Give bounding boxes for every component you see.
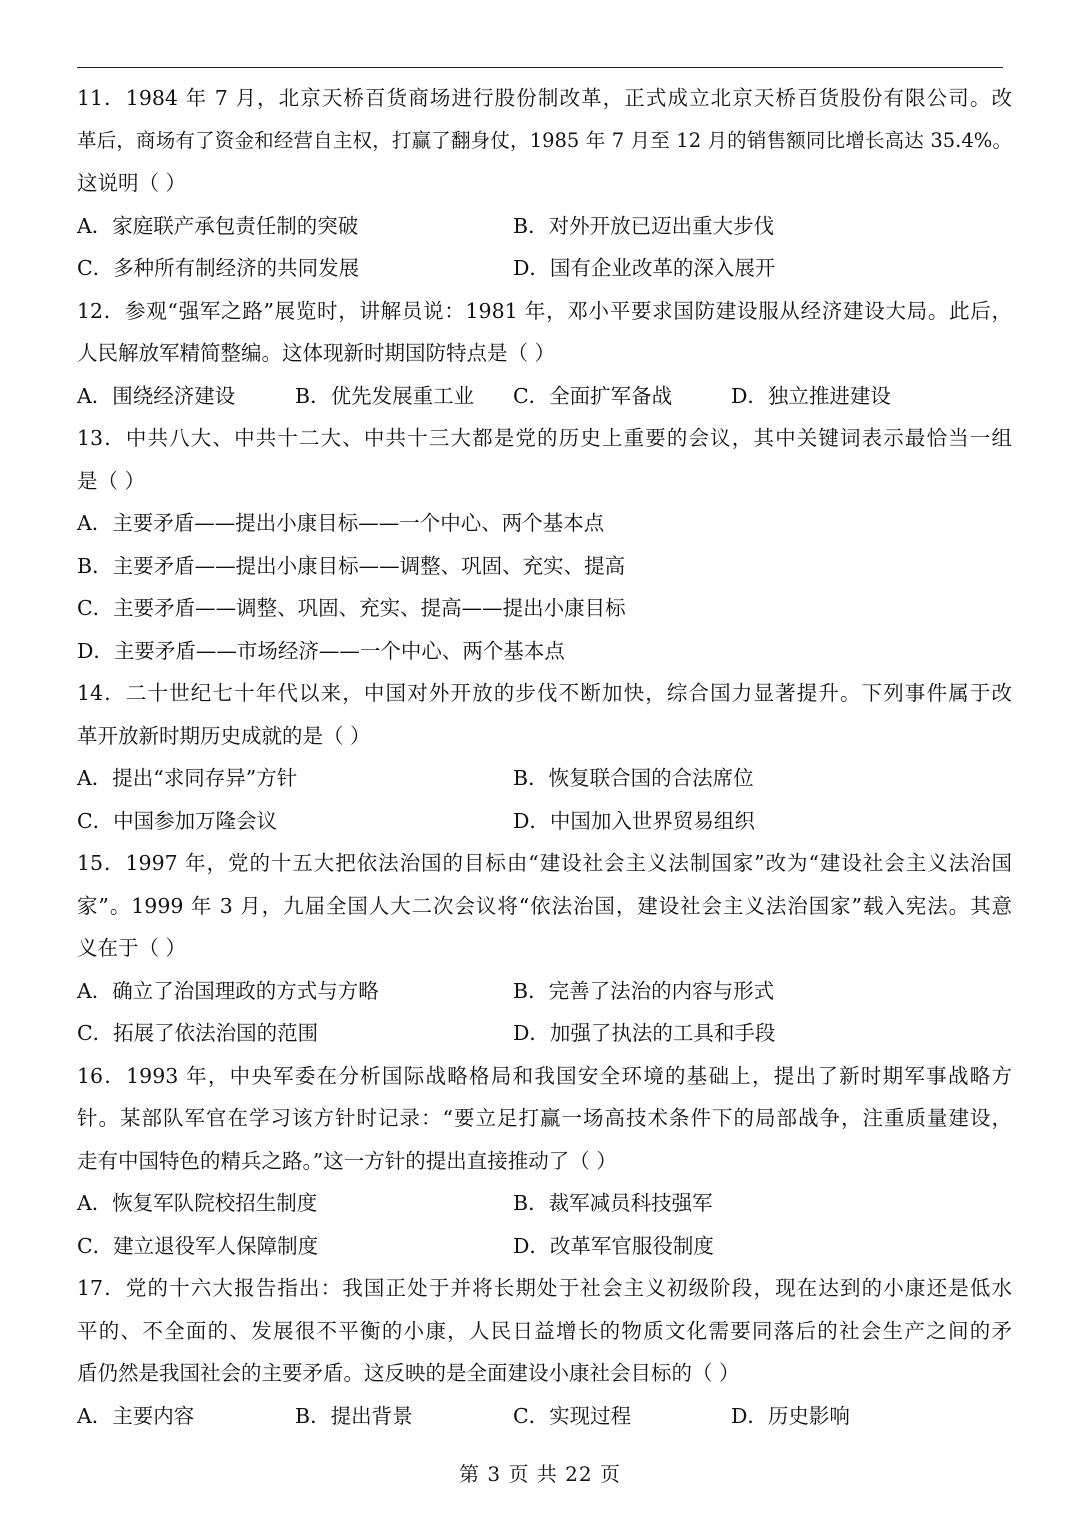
question-stem-line: 11．1984 年 7 月，北京天桥百货商场进行股份制改革，正式成立北京天桥百货股份有限公司。改 xyxy=(77,86,1012,110)
question-stem-line: 17．党的十六大报告指出：我国正处于并将长期处于社会主义初级阶段，现在达到的小康还是低水 xyxy=(77,1276,1012,1300)
option-c[interactable]: C．主要矛盾——调整、巩固、充实、提高——提出小康目标 xyxy=(77,596,626,620)
option-d[interactable]: D．改革军官服役制度 xyxy=(513,1233,714,1258)
question-11 xyxy=(77,77,1012,290)
question-stem-line: 人民解放军精简整编。这体现新时期国防特点是（ ） xyxy=(77,341,556,365)
question-16 xyxy=(77,1055,1012,1268)
option-d[interactable]: D．国有企业改革的深入展开 xyxy=(513,256,776,280)
question-stem-line: 16．1993 年，中央军委在分析国际战略格局和我国安全环境的基础上，提出了新时期军事战略方 xyxy=(77,1063,1012,1088)
question-stem-line: 革开放新时期历史成就的是（ ） xyxy=(77,723,371,748)
option-row xyxy=(77,205,1012,248)
question-stem-line: 这说明（ ） xyxy=(77,171,187,195)
question-stem-line: 12．参观“强军之路”展览时，讲解员说：1981 年，邓小平要求国防建设服从经济建设大局。此后， xyxy=(77,298,1012,323)
question-stem-line: 走有中国特色的精兵之路。”这一方针的提出直接推动了（ ） xyxy=(77,1148,617,1173)
option-c[interactable]: C．建立退役军人保障制度 xyxy=(77,1233,319,1258)
option-row xyxy=(77,1225,1012,1268)
question-list xyxy=(77,77,1012,1437)
question-stem-line: 平的、不全面的、发展很不平衡的小康，人民日益增长的物质文化需要同落后的社会生产之间的矛 xyxy=(77,1318,1012,1343)
option-row xyxy=(77,247,1012,290)
question-stem-line: 针。某部队军官在学习该方针时记录：“要立足打赢一场高技术条件下的局部战争，注重质量建设， xyxy=(77,1106,1012,1130)
option-row xyxy=(77,1012,1012,1055)
option-b[interactable]: B．主要矛盾——提出小康目标——调整、巩固、充实、提高 xyxy=(77,553,626,578)
option-b[interactable]: B．恢复联合国的合法席位 xyxy=(513,766,754,790)
question-17 xyxy=(77,1267,1012,1437)
option-b[interactable]: B．对外开放已迈出重大步伐 xyxy=(513,213,775,238)
option-d[interactable]: D．独立推进建设 xyxy=(731,383,891,408)
question-stem-line: 14．二十世纪七十年代以来，中国对外开放的步伐不断加快，综合国力显著提升。下列事件属于改 xyxy=(77,681,1012,705)
option-row xyxy=(77,970,1012,1013)
option-d[interactable]: D．加强了执法的工具和手段 xyxy=(513,1021,776,1045)
question-stem-line: 13．中共八大、中共十二大、中共十三大都是党的历史上重要的会议，其中关键词表示最恰当一组 xyxy=(77,426,1012,450)
question-15 xyxy=(77,842,1012,1055)
option-row xyxy=(77,800,1012,843)
question-stem-line: 15．1997 年，党的十五大把依法治国的目标由“建设社会主义法制国家”改为“建设社会主义法治国 xyxy=(77,851,1012,875)
option-c[interactable]: C．多种所有制经济的共同发展 xyxy=(77,256,360,280)
question-stem-line: 是（ ） xyxy=(77,468,146,493)
option-d[interactable]: D．历史影响 xyxy=(731,1403,850,1428)
option-a[interactable]: A．恢复军队院校招生制度 xyxy=(77,1191,318,1215)
option-d[interactable]: D．主要矛盾——市场经济——一个中心、两个基本点 xyxy=(77,638,565,663)
question-14 xyxy=(77,672,1012,842)
option-row xyxy=(77,375,1012,418)
option-b[interactable]: B．提出背景 xyxy=(295,1403,413,1428)
option-b[interactable]: B．完善了法治的内容与形式 xyxy=(513,978,775,1003)
option-b[interactable]: B．裁军减员科技强军 xyxy=(513,1191,713,1215)
option-row xyxy=(77,1395,1012,1438)
option-c[interactable]: C．拓展了依法治国的范围 xyxy=(77,1021,319,1045)
option-a[interactable]: A．家庭联产承包责任制的突破 xyxy=(77,213,359,238)
option-a[interactable]: A．提出“求同存异”方针 xyxy=(77,766,298,790)
question-stem-line: 家”。1999 年 3 月，九届全国人大二次会议将“依法治国，建设社会主义法治国家”载入宪法。其意 xyxy=(77,893,1012,918)
option-c[interactable]: C．中国参加万隆会议 xyxy=(77,808,278,833)
question-stem-line: 革后，商场有了资金和经营自主权，打赢了翻身仗，1985 年 7 月至 12 月的销售额同比增长高达 35.4%。 xyxy=(77,128,1012,152)
question-12 xyxy=(77,290,1012,418)
option-c[interactable]: C．实现过程 xyxy=(513,1403,632,1428)
option-a[interactable]: A．主要矛盾——提出小康目标——一个中心、两个基本点 xyxy=(77,511,605,535)
option-c[interactable]: C．全面扩军备战 xyxy=(513,383,673,408)
option-a[interactable]: A．主要内容 xyxy=(77,1403,195,1428)
option-a[interactable]: A．确立了治国理政的方式与方略 xyxy=(77,978,379,1003)
option-b[interactable]: B．优先发展重工业 xyxy=(295,383,475,408)
header-rule xyxy=(77,67,1003,68)
question-13 xyxy=(77,417,1012,672)
option-d[interactable]: D．中国加入世界贸易组织 xyxy=(513,808,755,833)
option-a[interactable]: A．围绕经济建设 xyxy=(77,383,236,408)
page-number: 第 3 页 共 22 页 xyxy=(459,1462,621,1486)
option-row xyxy=(77,1182,1012,1225)
question-stem-line: 义在于（ ） xyxy=(77,936,187,960)
option-row xyxy=(77,757,1012,800)
question-stem-line: 盾仍然是我国社会的主要矛盾。这反映的是全面建设小康社会目标的（ ） xyxy=(77,1361,740,1385)
